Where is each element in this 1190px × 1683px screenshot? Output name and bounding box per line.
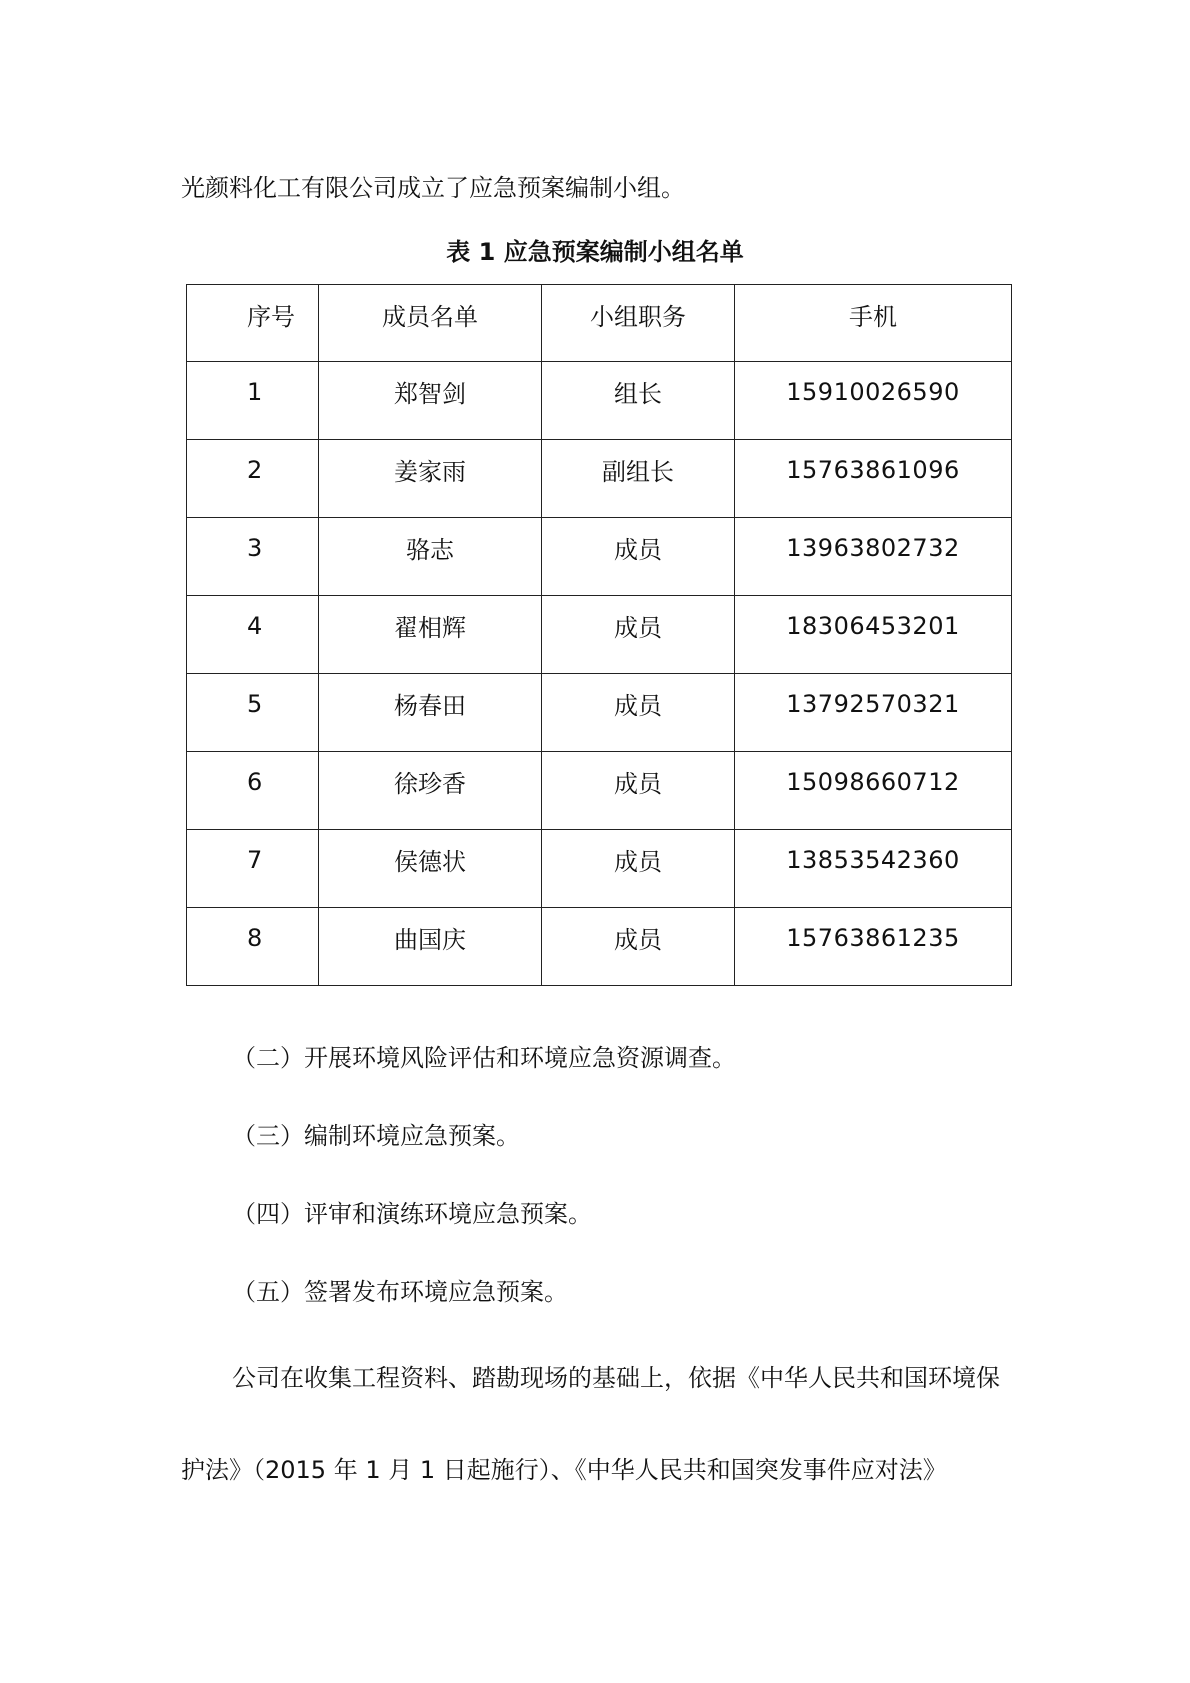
row-team-role: 成员 bbox=[542, 830, 735, 908]
row-index: 4 bbox=[187, 596, 319, 674]
table-row bbox=[187, 596, 1012, 674]
row-index: 8 bbox=[187, 908, 319, 986]
row-member-name: 杨春田 bbox=[319, 674, 542, 752]
row-team-role: 成员 bbox=[542, 752, 735, 830]
row-mobile-phone: 18306453201 bbox=[735, 596, 1012, 674]
row-mobile-phone: 13853542360 bbox=[735, 830, 1012, 908]
step-paragraph: （三）编制环境应急预案。 bbox=[232, 1122, 520, 1150]
row-team-role: 成员 bbox=[542, 674, 735, 752]
row-member-name: 姜家雨 bbox=[319, 440, 542, 518]
table-row bbox=[187, 518, 1012, 596]
row-team-role: 成员 bbox=[542, 518, 735, 596]
table-row bbox=[187, 674, 1012, 752]
header-member-name: 成员名单 bbox=[319, 285, 542, 362]
row-team-role: 成员 bbox=[542, 596, 735, 674]
row-index: 3 bbox=[187, 518, 319, 596]
row-member-name: 侯德状 bbox=[319, 830, 542, 908]
row-index: 5 bbox=[187, 674, 319, 752]
closing-paragraph-line: 公司在收集工程资料、踏勘现场的基础上，依据《中华人民共和国环境保 bbox=[232, 1364, 1000, 1392]
table-caption: 表 1 应急预案编制小组名单 bbox=[446, 238, 744, 266]
header-team-role: 小组职务 bbox=[542, 285, 735, 362]
closing-paragraph-line: 护法》（2015 年 1 月 1 日起施行）、《中华人民共和国突发事件应对法》 bbox=[181, 1456, 947, 1484]
table-row bbox=[187, 440, 1012, 518]
row-index: 2 bbox=[187, 440, 319, 518]
row-member-name: 徐珍香 bbox=[319, 752, 542, 830]
row-mobile-phone: 13792570321 bbox=[735, 674, 1012, 752]
row-index: 6 bbox=[187, 752, 319, 830]
row-mobile-phone: 15098660712 bbox=[735, 752, 1012, 830]
row-team-role: 成员 bbox=[542, 908, 735, 986]
row-member-name: 骆志 bbox=[319, 518, 542, 596]
table-row bbox=[187, 752, 1012, 830]
table-row bbox=[187, 908, 1012, 986]
table-row bbox=[187, 362, 1012, 440]
table-header-row bbox=[187, 285, 1012, 362]
row-mobile-phone: 15763861096 bbox=[735, 440, 1012, 518]
row-index: 7 bbox=[187, 830, 319, 908]
row-mobile-phone: 13963802732 bbox=[735, 518, 1012, 596]
row-member-name: 郑智剑 bbox=[319, 362, 542, 440]
row-index: 1 bbox=[187, 362, 319, 440]
row-team-role: 副组长 bbox=[542, 440, 735, 518]
header-mobile-phone: 手机 bbox=[735, 285, 1012, 362]
row-member-name: 翟相辉 bbox=[319, 596, 542, 674]
step-paragraph: （二）开展环境风险评估和环境应急资源调查。 bbox=[232, 1044, 736, 1072]
row-team-role: 组长 bbox=[542, 362, 735, 440]
intro-paragraph: 光颜料化工有限公司成立了应急预案编制小组。 bbox=[181, 174, 685, 202]
table-row bbox=[187, 830, 1012, 908]
header-index: 序号 bbox=[187, 285, 319, 362]
emergency-team-roster-table bbox=[186, 284, 1012, 986]
step-paragraph: （四）评审和演练环境应急预案。 bbox=[232, 1200, 592, 1228]
row-member-name: 曲国庆 bbox=[319, 908, 542, 986]
row-mobile-phone: 15910026590 bbox=[735, 362, 1012, 440]
step-paragraph: （五）签署发布环境应急预案。 bbox=[232, 1278, 568, 1306]
row-mobile-phone: 15763861235 bbox=[735, 908, 1012, 986]
